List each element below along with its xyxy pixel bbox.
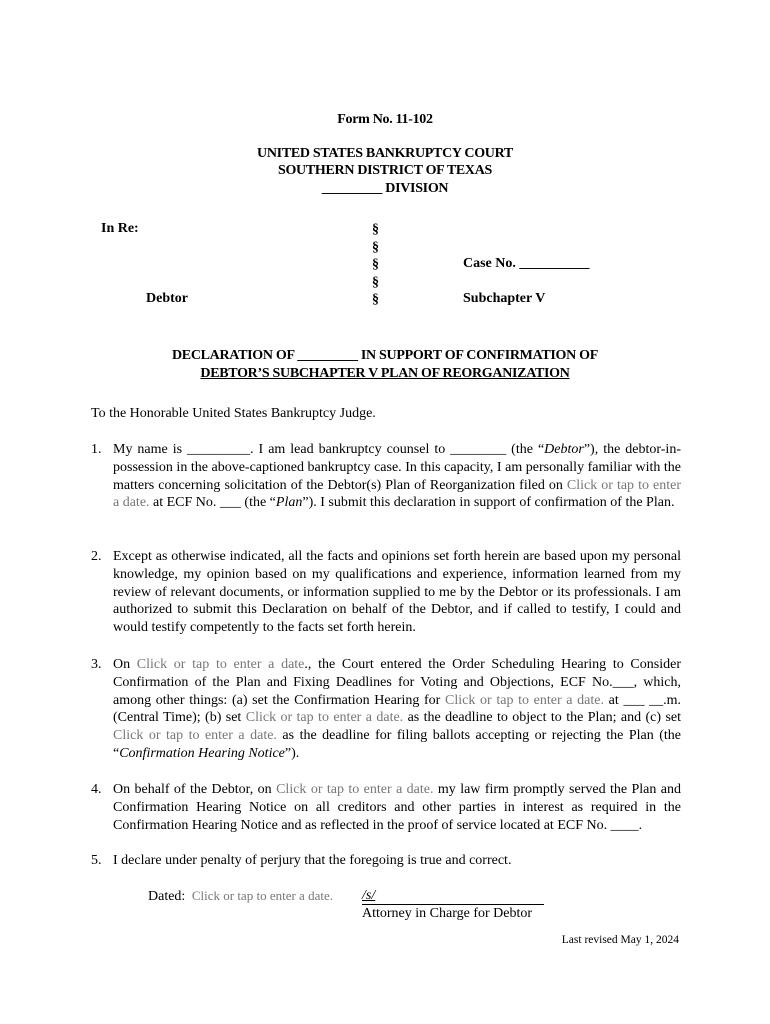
salutation: To the Honorable United States Bankruptcy Judge.: [91, 406, 376, 421]
text-run: my law firm promptly served the Plan and Confirmation Hearing Notice on all creditors and other parties in interest as required in the Confirmation Hearing Notice and as reflected in the proof of service located at ECF No. ____.: [113, 782, 682, 833]
paragraph-4: [91, 781, 681, 834]
paragraph-1: [91, 441, 681, 512]
paragraph-number: 1.: [91, 442, 102, 457]
text-run: On behalf of the Debtor, on: [113, 782, 277, 797]
date-placeholder-field[interactable]: Click or tap to enter a date.: [445, 692, 605, 708]
defined-term-plan: Plan: [275, 495, 303, 511]
dated-date-field[interactable]: Click or tap to enter a date.: [191, 888, 333, 903]
section-symbol: §: [372, 257, 379, 272]
date-placeholder-field[interactable]: Click or tap to enter a date.: [113, 477, 681, 511]
signature-prefix: /s/: [362, 888, 376, 903]
section-symbol: §: [372, 222, 379, 237]
case-number[interactable]: Case No. __________: [463, 256, 590, 271]
section-symbol: §: [372, 292, 379, 307]
signature-line[interactable]: [362, 887, 544, 905]
paragraph-number: 3.: [91, 657, 102, 672]
text-run: ”). I submit this declaration in support of confirmation of the Plan.: [302, 495, 675, 511]
signer-title: Attorney in Charge for Debtor: [362, 906, 533, 921]
declaration-title-line1: DECLARATION OF _________ IN SUPPORT OF CONFIRMATION OF: [171, 348, 598, 363]
section-symbol: §: [372, 274, 379, 290]
dated-label: Dated:: [148, 889, 186, 904]
paragraph-5: [91, 852, 681, 870]
debtor-label: Debtor: [146, 291, 188, 306]
defined-term-notice: Confirmation Hearing Notice: [119, 745, 285, 761]
district-name: SOUTHERN DISTRICT OF TEXAS: [277, 163, 493, 178]
in-re-label: In Re:: [101, 221, 139, 236]
text-run: My name is _________. I am lead bankruptcy counsel to ________ (the “: [113, 442, 545, 457]
paragraph-3: [91, 656, 681, 763]
date-placeholder-field[interactable]: Click or tap to enter a date.: [276, 782, 434, 797]
declaration-title-line2: DEBTOR’S SUBCHAPTER V PLAN OF REORGANIZATION: [200, 366, 570, 381]
division-line: [0, 181, 770, 197]
subchapter-label: Subchapter V: [463, 291, 546, 306]
paragraph-text: [113, 656, 681, 763]
paragraph-text: Except as otherwise indicated, all the facts and opinions set forth herein are based upon my personal knowledge, my opinion based on my qualifications and experience, information learned from my review of relevant documents, or information supplied to me by the Debtor or its professionals. I am authorized to submit this Declaration on behalf of the Debtor, and if called to testify, I could and would testify competently to the facts set forth herein.: [113, 549, 681, 636]
paragraph-number: 4.: [91, 782, 102, 797]
date-placeholder-field[interactable]: Click or tap to enter a date.: [245, 710, 404, 726]
court-name: UNITED STATES BANKRUPTCY COURT: [257, 146, 513, 161]
text-run: ., the Court entered the Order Scheduling Hearing to Consider Confirmation of the Plan and Fixing Deadlines for Voting and Objections, ECF No.___, which, among other things: (a) set the Confirmation Hearing for: [113, 657, 681, 708]
text-run: On: [113, 657, 137, 672]
section-symbol: §: [372, 239, 379, 255]
section-symbols: [372, 221, 379, 309]
paragraph-number: 5.: [91, 853, 102, 868]
defined-term-debtor: Debtor: [544, 442, 584, 457]
paragraph-text: I declare under penalty of perjury that the foregoing is true and correct.: [113, 853, 512, 868]
division-label: DIVISION: [385, 181, 449, 196]
dated-line: [148, 887, 333, 906]
paragraph-number: 2.: [91, 549, 102, 564]
form-number: Form No. 11-102: [337, 112, 433, 127]
paragraph-2: [91, 548, 681, 637]
text-run: as the deadline to object to the Plan; and (c) set: [403, 710, 681, 726]
revision-date: Last revised May 1, 2024: [561, 934, 679, 946]
paragraph-text: [113, 781, 681, 834]
date-placeholder-field[interactable]: Click or tap to enter a date: [136, 657, 305, 672]
text-run: at ECF No. ___ (the “: [149, 495, 276, 511]
text-run: as the deadline for filing ballots accepting or rejecting the Plan (the “: [113, 728, 682, 761]
date-placeholder-field[interactable]: Click or tap to enter a date.: [113, 728, 277, 744]
text-run: ”).: [284, 745, 300, 761]
text-run: ”), the debtor-in-possession in the above-captioned bankruptcy case. In this capacity, I am personally familiar with the matters concerning solicitation of the Debtor(s) Plan of Reorganization filed on: [113, 442, 681, 493]
division-blank[interactable]: _________: [321, 181, 383, 196]
declaration-title-line2-wrap: [0, 366, 770, 382]
text-run: at ___ __.m. (Central Time); (b) set: [113, 692, 682, 726]
paragraph-text: [113, 441, 681, 512]
